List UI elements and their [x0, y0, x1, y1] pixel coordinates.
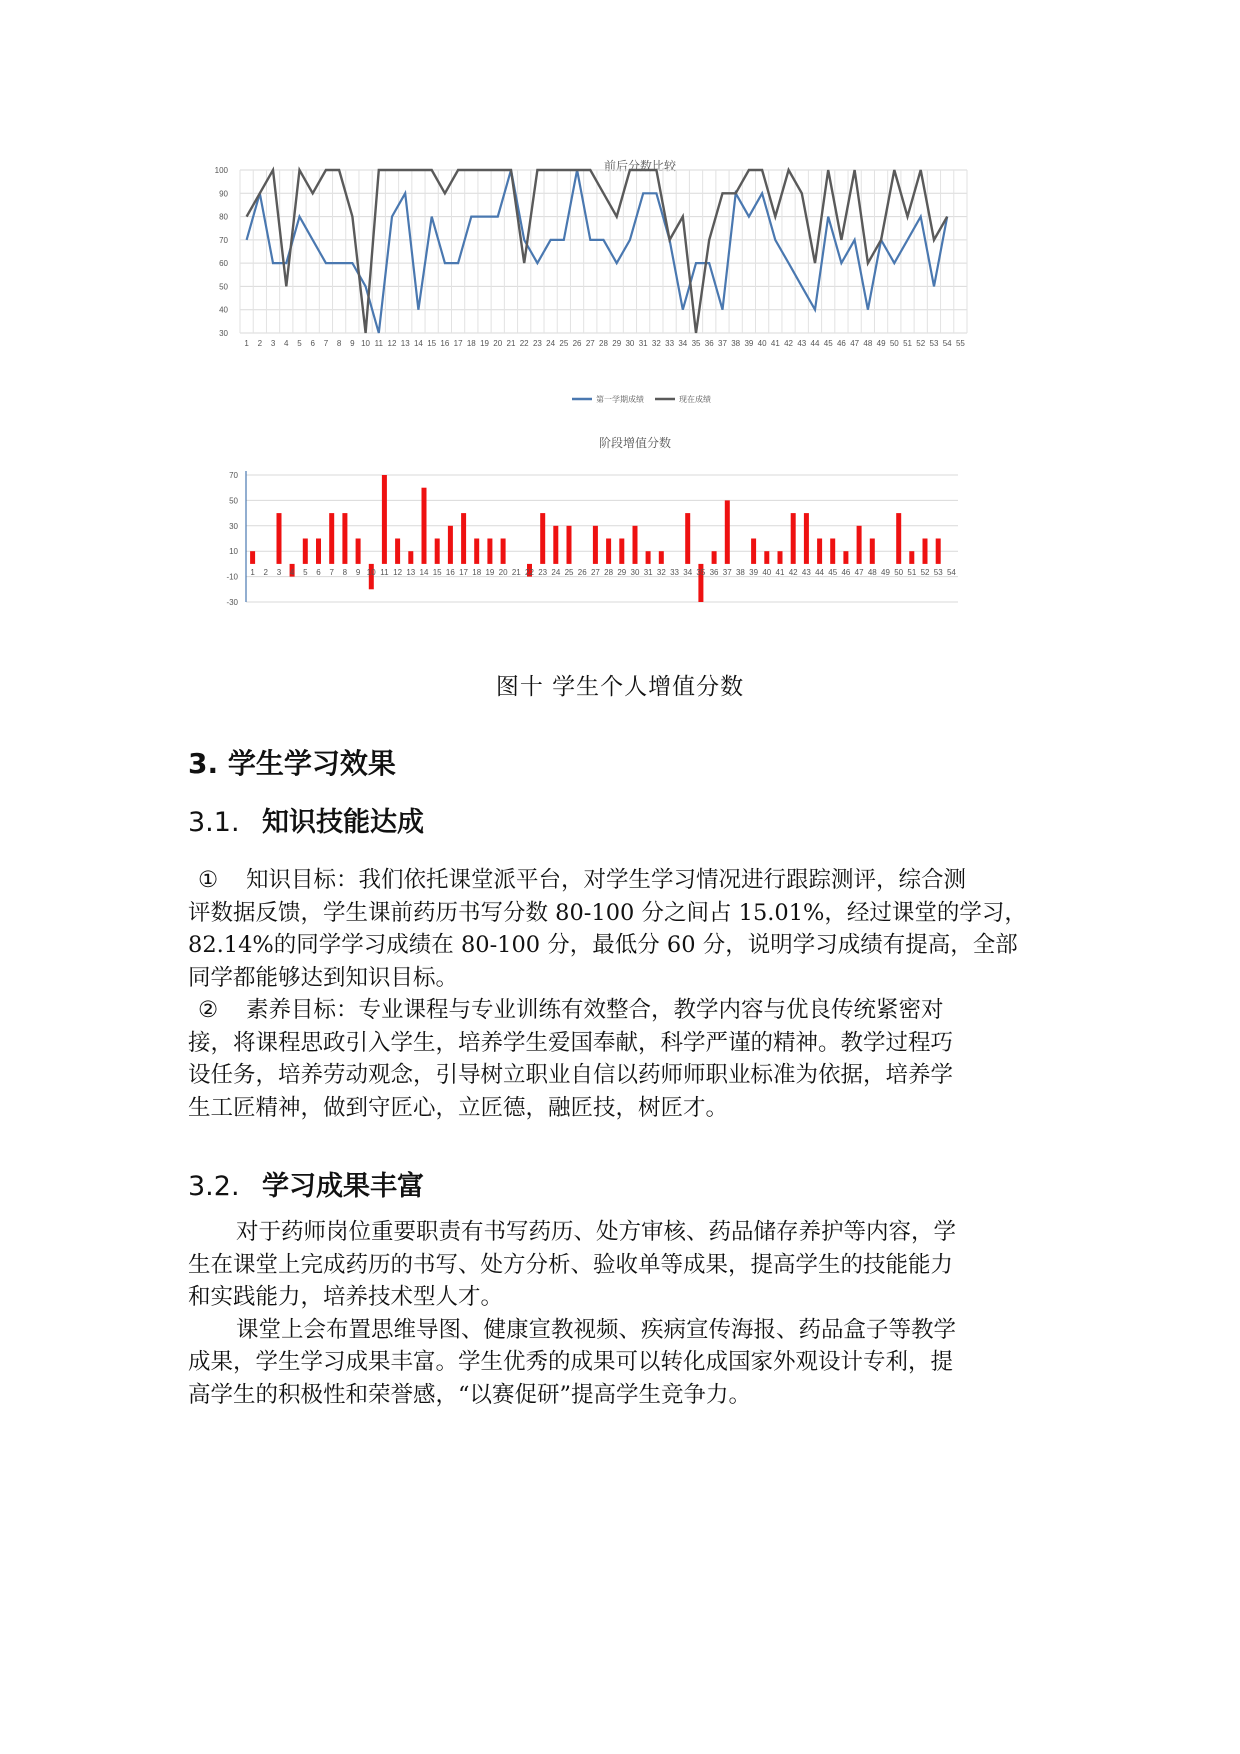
x-tick-label: 52	[920, 567, 930, 577]
text-line: 课堂上会布置思维导图、健康宣教视频、疾病宣传海报、药品盒子等教学	[236, 1316, 957, 1343]
x-tick-label: 5	[297, 339, 302, 348]
x-tick-label: 32	[651, 339, 661, 348]
x-tick-label: 40	[762, 567, 772, 577]
x-tick-label: 32	[656, 567, 666, 577]
x-tick-label: 37	[722, 567, 732, 577]
bar	[356, 539, 361, 564]
y-tick-label: 50	[229, 496, 238, 506]
bar	[725, 500, 730, 564]
bar	[685, 513, 690, 564]
bar	[553, 526, 558, 564]
x-tick-label: 8	[342, 567, 348, 577]
bar	[448, 526, 453, 564]
x-tick-label: 24	[546, 339, 556, 348]
x-tick-label: 42	[788, 567, 798, 577]
x-tick-label: 26	[577, 567, 587, 577]
x-tick-label: 24	[551, 567, 561, 577]
x-tick-label: 27	[590, 567, 600, 577]
x-tick-label: 18	[466, 339, 476, 348]
x-tick-label: 14	[413, 339, 423, 348]
x-tick-label: 50	[889, 339, 899, 348]
x-tick-label: 4	[289, 567, 295, 577]
item-marker: ①	[198, 867, 219, 893]
subsection-title: 学习成果丰富	[262, 1171, 424, 1202]
y-tick-label: 30	[219, 329, 228, 338]
text-line: 同学都能够达到知识目标。	[188, 964, 459, 991]
x-tick-label: 15	[427, 339, 437, 348]
bar	[923, 539, 928, 564]
x-tick-label: 30	[625, 339, 635, 348]
x-tick-label: 26	[572, 339, 582, 348]
x-tick-label: 6	[310, 339, 315, 348]
y-tick-label: 40	[219, 305, 228, 315]
y-tick-label: 70	[229, 471, 238, 480]
x-tick-label: 23	[532, 339, 542, 348]
x-tick-label: 49	[881, 567, 890, 577]
bar	[303, 539, 308, 564]
bar	[422, 488, 427, 564]
x-tick-label: 4	[284, 339, 289, 348]
x-tick-label: 39	[744, 339, 754, 348]
x-tick-label: 44	[815, 567, 825, 577]
bar	[843, 551, 848, 564]
x-tick-label: 12	[387, 339, 397, 348]
x-tick-label: 29	[617, 567, 627, 577]
x-tick-label: 47	[854, 567, 864, 577]
x-tick-label: 40	[757, 339, 767, 348]
text-line: 生工匠精神，做到守匠心，立匠德，融匠技，树匠才。	[188, 1094, 729, 1121]
x-tick-label: 2	[257, 339, 263, 348]
y-tick-label: 60	[219, 259, 228, 269]
x-tick-label: 48	[867, 567, 877, 577]
section-heading: 3. 学生学习效果	[188, 747, 396, 780]
x-tick-label: 36	[709, 567, 719, 577]
x-tick-label: 44	[810, 339, 820, 348]
x-tick-label: 1	[250, 567, 255, 577]
x-tick-label: 31	[638, 339, 648, 348]
x-tick-label: 12	[393, 567, 403, 577]
figure-caption: 图十 学生个人增值分数	[495, 674, 745, 700]
bar	[342, 513, 347, 564]
x-tick-label: 1	[244, 339, 249, 348]
bar	[435, 539, 440, 564]
x-tick-label: 2	[263, 567, 269, 577]
x-tick-label: 42	[784, 339, 794, 348]
x-tick-label: 8	[336, 339, 342, 348]
x-tick-label: 16	[445, 567, 455, 577]
text-line: 评数据反馈，学生课前药历书写分数 80-100 分之间占 15.01%，经过课堂的学习，	[188, 899, 1027, 926]
subsection-heading-knowledge	[188, 800, 424, 839]
x-tick-label: 53	[933, 567, 943, 577]
y-tick-label: 70	[219, 235, 228, 245]
x-tick-label: 30	[630, 567, 640, 577]
x-tick-label: 7	[329, 567, 334, 577]
x-tick-label: 35	[691, 339, 701, 348]
x-tick-label: 10	[361, 339, 371, 348]
bar	[606, 539, 611, 564]
x-tick-label: 46	[841, 567, 851, 577]
bar	[896, 513, 901, 564]
x-tick-label: 14	[419, 567, 429, 577]
bar	[474, 539, 479, 564]
bar	[870, 539, 875, 564]
x-tick-label: 28	[604, 567, 614, 577]
text-line: 知识目标：我们依托课堂派平台，对学生学习情况进行跟踪测评，综合测	[246, 867, 967, 893]
bar	[633, 526, 638, 564]
x-tick-label: 46	[836, 339, 846, 348]
x-tick-label: 22	[519, 339, 529, 348]
x-tick-label: 43	[801, 567, 811, 577]
x-tick-label: 39	[749, 567, 759, 577]
bar	[936, 539, 941, 564]
bar	[277, 513, 282, 564]
y-tick-label: 100	[214, 166, 228, 175]
x-tick-label: 17	[459, 567, 469, 577]
x-tick-label: 23	[538, 567, 548, 577]
x-tick-label: 7	[323, 339, 329, 348]
x-tick-label: 43	[797, 339, 807, 348]
x-tick-label: 9	[355, 567, 361, 577]
subsection-number: 3.1.	[188, 807, 240, 838]
x-tick-label: 36	[704, 339, 714, 348]
x-tick-label: 18	[472, 567, 482, 577]
legend-entry-current: 现在成绩	[679, 395, 711, 404]
x-tick-label: 28	[599, 339, 608, 348]
bar	[764, 551, 769, 564]
bar	[501, 539, 506, 564]
x-tick-label: 15	[432, 567, 442, 577]
bar-chart-title: 阶段增值分数	[598, 436, 672, 450]
x-tick-label: 21	[511, 567, 521, 577]
line-chart-legend	[572, 394, 711, 404]
x-tick-label: 5	[303, 567, 308, 577]
line-chart-title: 前后分数比较	[603, 159, 677, 173]
bar	[540, 513, 545, 564]
item-marker: ②	[198, 997, 219, 1023]
x-tick-label: 37	[718, 339, 727, 348]
x-tick-label: 16	[440, 339, 450, 348]
x-tick-label: 9	[350, 339, 355, 348]
bar	[830, 539, 835, 564]
bar	[909, 551, 914, 564]
y-tick-label: -10	[226, 572, 238, 582]
bar	[408, 551, 413, 564]
y-tick-label: 30	[229, 521, 238, 531]
x-tick-label: 49	[876, 339, 886, 348]
x-tick-label: 3	[276, 567, 282, 577]
x-tick-label: 33	[665, 339, 675, 348]
bar	[593, 526, 598, 564]
x-tick-label: 33	[670, 567, 679, 577]
x-tick-label: 51	[903, 339, 912, 348]
x-tick-label: 17	[453, 339, 463, 348]
bar	[778, 551, 783, 564]
text-line: 82.14%的同学学习成绩在 80-100 分，最低分 60 分，说明学习成绩有提高，全部	[188, 932, 1018, 958]
x-tick-label: 21	[506, 339, 516, 348]
x-tick-label: 29	[612, 339, 622, 348]
bar	[461, 513, 466, 564]
subsection-title: 知识技能达成	[262, 807, 424, 838]
y-tick-label: 50	[219, 282, 228, 292]
x-tick-label: 41	[770, 339, 780, 348]
bar	[659, 551, 664, 564]
x-tick-label: 45	[823, 339, 833, 348]
x-tick-label: 34	[678, 339, 688, 348]
bar	[316, 539, 321, 564]
bar	[857, 526, 862, 564]
x-tick-label: 27	[585, 339, 595, 348]
line-chart	[200, 150, 1080, 420]
x-tick-label: 54	[946, 567, 956, 577]
x-tick-label: 54	[942, 339, 952, 348]
x-tick-label: 34	[683, 567, 693, 577]
text-line: 生在课堂上完成药历的书写、处方分析、验收单等成果，提高学生的技能能力	[188, 1251, 954, 1278]
text-line: 成果，学生学习成果丰富。学生优秀的成果可以转化成国家外观设计专利，提	[188, 1349, 954, 1375]
x-tick-label: 20	[498, 567, 508, 577]
x-tick-label: 11	[380, 567, 389, 577]
x-tick-label: 13	[400, 339, 410, 348]
x-tick-label: 51	[907, 567, 917, 577]
x-tick-label: 22	[525, 567, 534, 577]
y-tick-label: 10	[229, 547, 238, 557]
x-tick-label: 45	[828, 567, 838, 577]
x-tick-label: 25	[559, 339, 569, 348]
text-line: 设任务，培养劳动观念，引导树立职业自信以药师师职业标准为依据，培养学	[188, 1062, 954, 1088]
text-line: 对于药师岗位重要职责有书写药历、处方审核、药品储存养护等内容，学	[236, 1219, 957, 1245]
y-tick-label: 80	[219, 212, 228, 222]
bar	[619, 539, 624, 564]
bar	[329, 513, 334, 564]
bar	[646, 551, 651, 564]
x-tick-label: 31	[643, 567, 653, 577]
x-tick-label: 19	[485, 567, 495, 577]
x-tick-label: 19	[480, 339, 489, 348]
x-tick-label: 48	[863, 339, 873, 348]
bar	[382, 475, 387, 564]
x-tick-label: 47	[850, 339, 860, 348]
x-tick-label: 38	[731, 339, 741, 348]
x-tick-label: 10	[366, 567, 376, 577]
knowledge-paragraph	[188, 864, 1068, 1124]
text-line: 高学生的积极性和荣誉感，“以赛促研”提高学生竞争力。	[188, 1381, 752, 1408]
text-line: 和实践能力，培养技术型人才。	[188, 1284, 504, 1310]
text-line: 接，将课程思政引入学生，培养学生爱国奉献，科学严谨的精神。教学过程巧	[188, 1029, 954, 1056]
bar	[751, 539, 756, 564]
x-tick-label: 20	[493, 339, 503, 348]
x-tick-label: 35	[696, 567, 706, 577]
bar	[712, 551, 717, 564]
x-tick-label: 25	[564, 567, 574, 577]
results-paragraph	[188, 1216, 1068, 1411]
y-tick-label: -30	[226, 598, 238, 607]
x-tick-label: 41	[775, 567, 785, 577]
bar	[804, 513, 809, 564]
bar	[817, 539, 822, 564]
x-tick-label: 3	[270, 339, 276, 348]
subsection-heading-results	[188, 1164, 424, 1203]
x-tick-label: 13	[406, 567, 416, 577]
subsection-number: 3.2.	[188, 1171, 240, 1202]
text-line: 素养目标：专业课程与专业训练有效整合，教学内容与优良传统紧密对	[246, 997, 944, 1023]
x-tick-label: 11	[374, 339, 383, 348]
bar	[250, 551, 255, 564]
x-tick-label: 53	[929, 339, 939, 348]
bar	[567, 526, 572, 564]
legend-entry-first-semester: 第一学期成绩	[596, 395, 644, 404]
bar	[487, 539, 492, 564]
x-tick-label: 38	[735, 567, 745, 577]
x-tick-label: 52	[916, 339, 926, 348]
x-tick-label: 55	[955, 339, 965, 348]
bar	[395, 539, 400, 564]
x-tick-label: 6	[316, 567, 321, 577]
y-tick-label: 90	[219, 189, 228, 199]
bar	[791, 513, 796, 564]
bar-chart	[200, 428, 1080, 638]
x-tick-label: 50	[894, 567, 904, 577]
